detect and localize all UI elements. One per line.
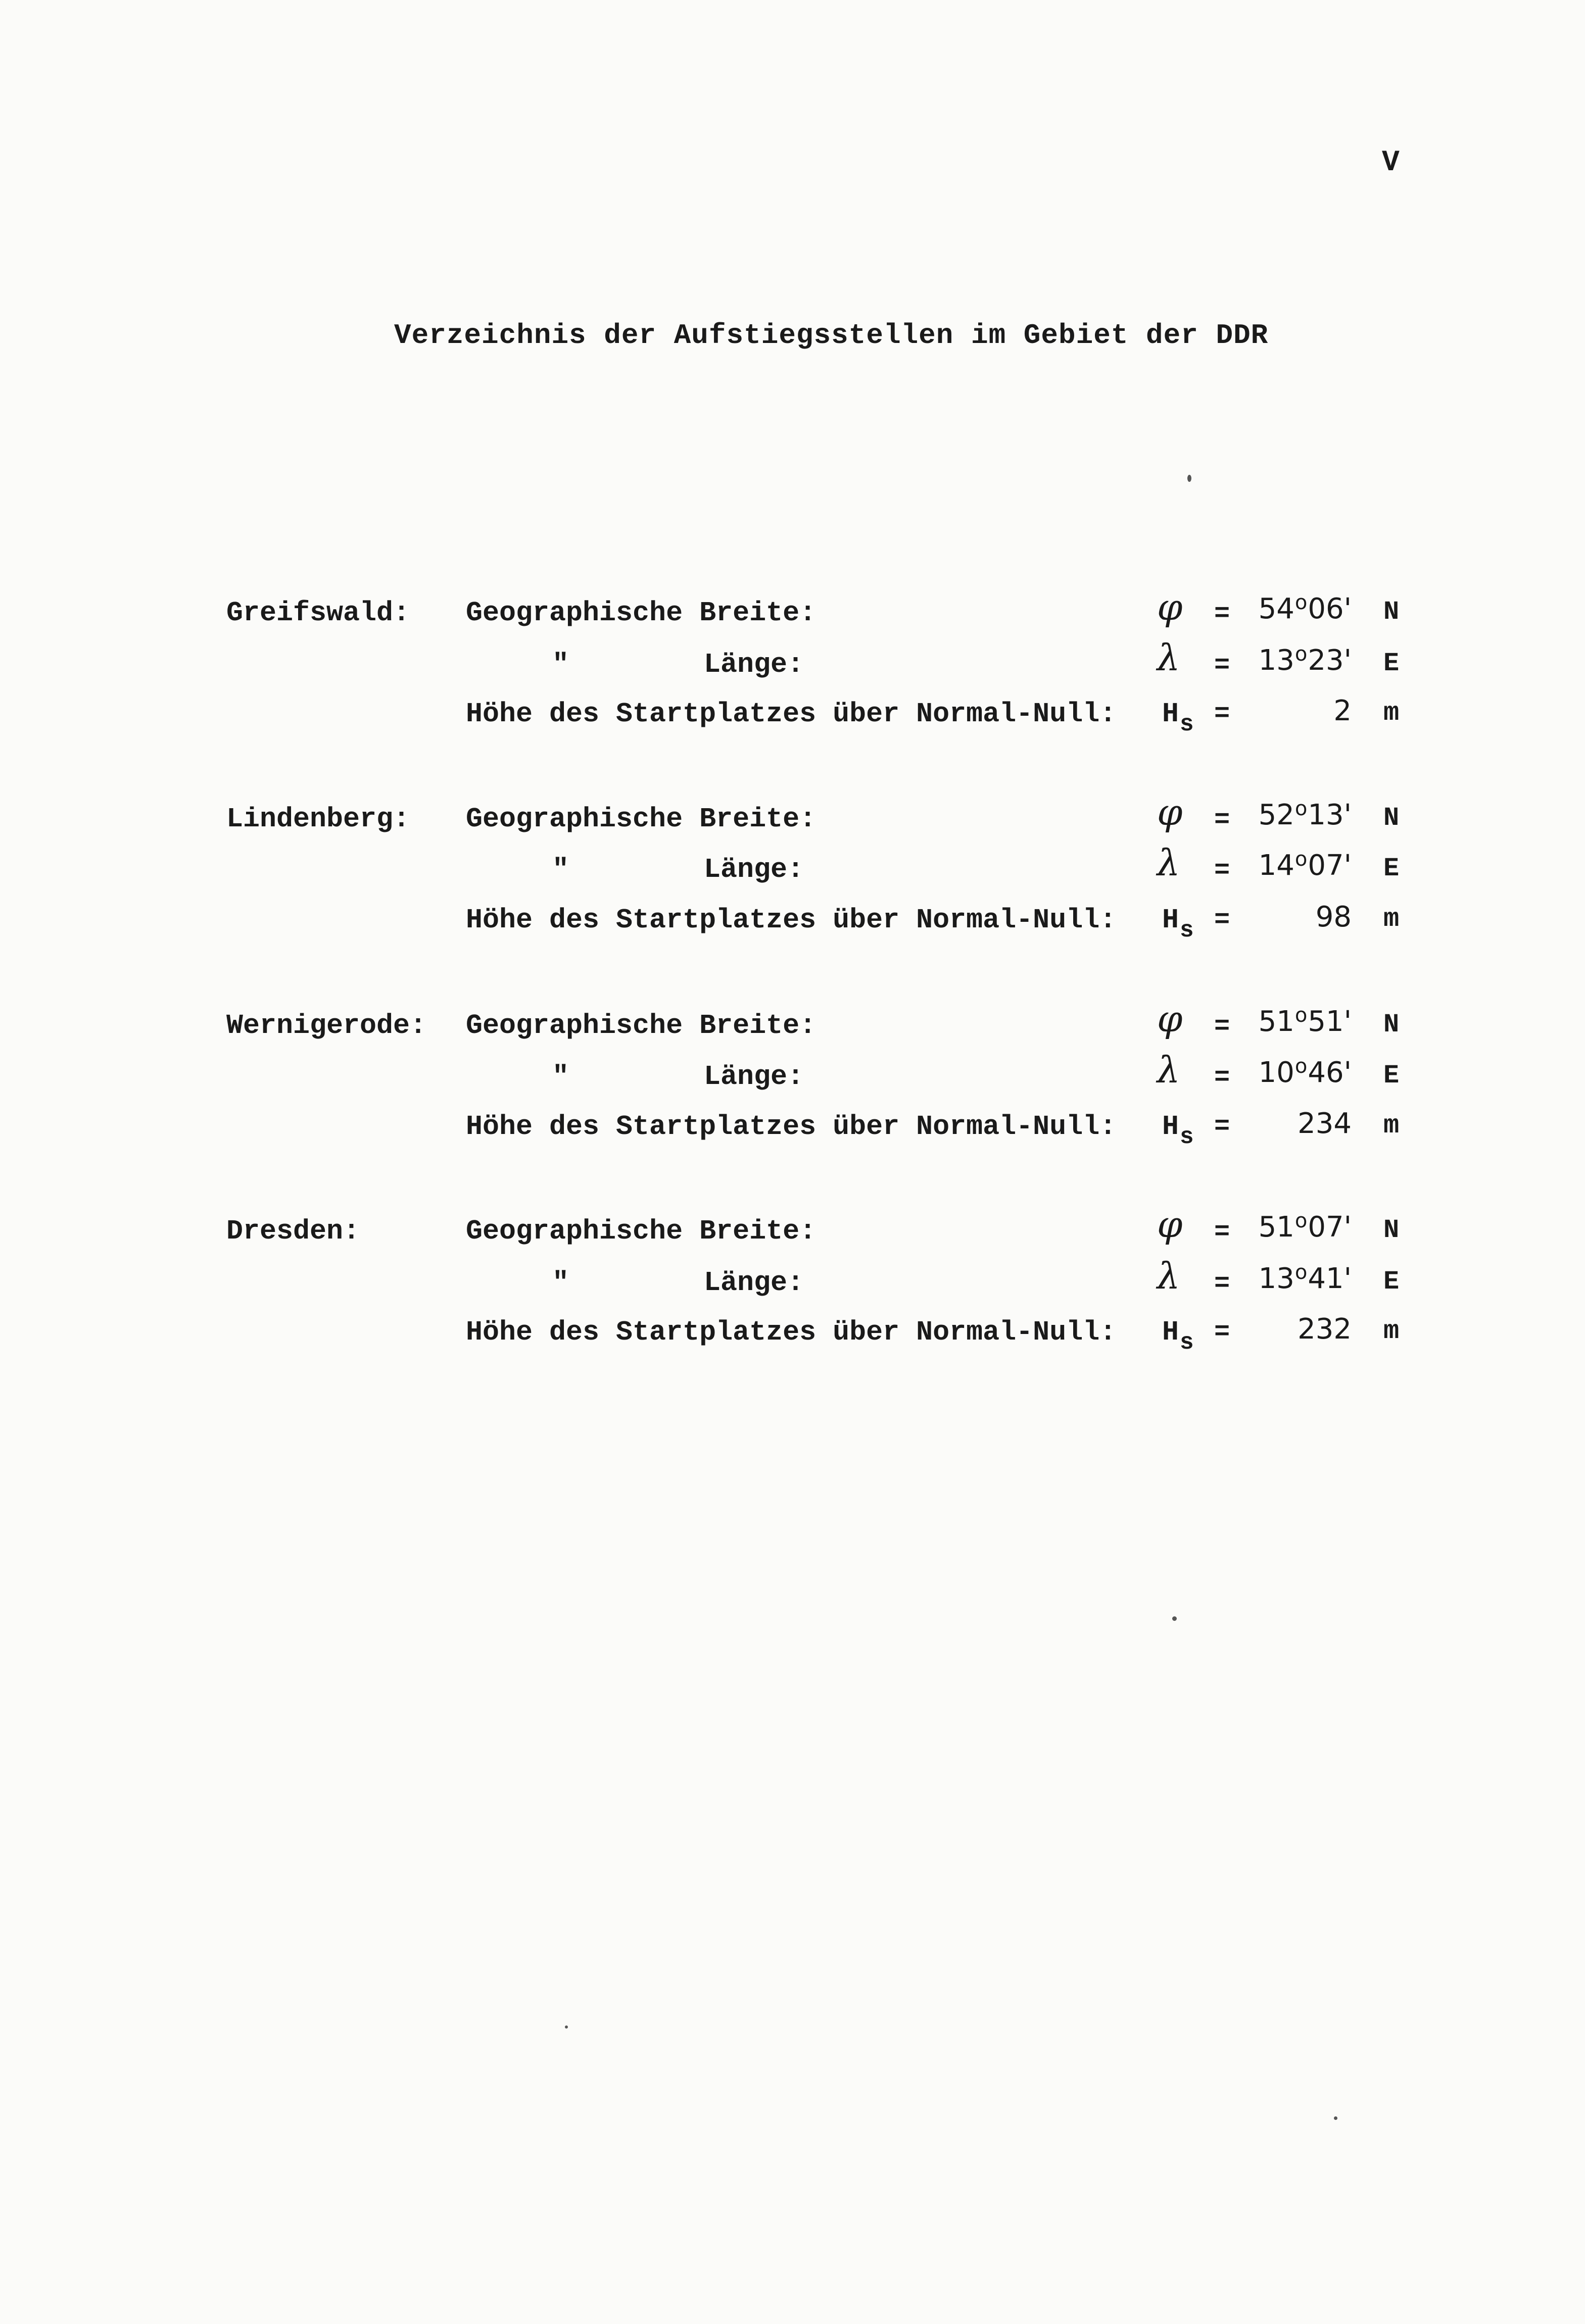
station-name: Wernigerode:	[226, 1010, 427, 1042]
equals-sign: =	[1214, 1063, 1230, 1093]
height-unit: m	[1383, 1316, 1400, 1346]
latitude-label: Geographische Breite:	[466, 803, 816, 835]
longitude-value: 13$^o$41'	[1258, 1261, 1352, 1295]
height-label: Höhe des Startplatzes über Normal-Null:	[466, 1316, 1117, 1348]
longitude-label: Länge:	[704, 649, 804, 680]
ditto-mark: "	[552, 1061, 569, 1093]
latitude-value: 51$^o$51'	[1258, 1004, 1352, 1038]
phi-symbol: φ	[1157, 586, 1183, 628]
latitude-label: Geographische Breite:	[466, 1215, 816, 1247]
page-number: V	[1382, 146, 1400, 179]
scan-speck	[1334, 2116, 1337, 2120]
equals-sign: =	[1214, 1112, 1230, 1142]
equals-sign: =	[1214, 699, 1230, 729]
equals-sign: =	[1214, 651, 1230, 680]
height-label: Höhe des Startplatzes über Normal-Null:	[466, 904, 1117, 936]
height-value: 234	[1298, 1107, 1352, 1140]
height-unit: m	[1383, 904, 1400, 934]
scan-speck	[1172, 1616, 1177, 1621]
equals-sign: =	[1214, 1217, 1230, 1247]
longitude-value: 13$^o$23'	[1258, 642, 1352, 677]
height-unit: m	[1383, 1111, 1400, 1141]
latitude-direction: N	[1383, 597, 1400, 627]
station-name: Greifswald:	[226, 597, 410, 629]
height-unit: m	[1383, 698, 1400, 728]
height-label: Höhe des Startplatzes über Normal-Null:	[466, 1111, 1117, 1143]
latitude-value: 52$^o$13'	[1258, 797, 1352, 831]
ditto-mark: "	[552, 649, 569, 680]
latitude-label: Geographische Breite:	[466, 1010, 816, 1042]
height-label: Höhe des Startplatzes über Normal-Null:	[466, 698, 1117, 730]
longitude-direction: E	[1383, 854, 1400, 883]
lambda-symbol: λ	[1157, 1255, 1180, 1297]
equals-sign: =	[1214, 599, 1230, 629]
equals-sign: =	[1214, 1269, 1230, 1299]
height-symbol: $H_s$	[1162, 1111, 1194, 1150]
longitude-label: Länge:	[704, 1267, 804, 1299]
equals-sign: =	[1214, 805, 1230, 835]
height-symbol: $H_s$	[1162, 1316, 1194, 1356]
station-name: Dresden:	[226, 1215, 360, 1247]
height-symbol: $H_s$	[1162, 698, 1194, 737]
phi-symbol: φ	[1157, 791, 1183, 833]
scan-speck	[1187, 475, 1191, 482]
height-value: 2	[1333, 695, 1352, 727]
longitude-direction: E	[1383, 1267, 1400, 1297]
station-name: Lindenberg:	[226, 803, 410, 835]
page-title: Verzeichnis der Aufstiegsstellen im Gebiet der DDR	[394, 319, 1269, 352]
longitude-direction: E	[1383, 649, 1400, 678]
phi-symbol: φ	[1157, 1203, 1183, 1246]
height-symbol: $H_s$	[1162, 904, 1194, 944]
longitude-value: 10$^o$46'	[1258, 1055, 1352, 1089]
ditto-mark: "	[552, 854, 569, 885]
latitude-direction: N	[1383, 1010, 1400, 1040]
equals-sign: =	[1214, 1317, 1230, 1347]
equals-sign: =	[1214, 1012, 1230, 1042]
phi-symbol: φ	[1157, 998, 1183, 1040]
longitude-value: 14$^o$07'	[1258, 848, 1352, 882]
latitude-direction: N	[1383, 803, 1400, 833]
longitude-label: Länge:	[704, 1061, 804, 1093]
lambda-symbol: λ	[1157, 842, 1180, 884]
longitude-label: Länge:	[704, 854, 804, 885]
equals-sign: =	[1214, 905, 1230, 935]
equals-sign: =	[1214, 856, 1230, 885]
latitude-value: 51$^o$07'	[1258, 1209, 1352, 1244]
latitude-value: 54$^o$06'	[1258, 591, 1352, 625]
height-value: 98	[1315, 901, 1352, 933]
longitude-direction: E	[1383, 1061, 1400, 1091]
height-value: 232	[1298, 1313, 1352, 1346]
latitude-label: Geographische Breite:	[466, 597, 816, 629]
ditto-mark: "	[552, 1267, 569, 1299]
scan-speck	[565, 2025, 568, 2029]
lambda-symbol: λ	[1157, 1049, 1180, 1091]
latitude-direction: N	[1383, 1215, 1400, 1245]
lambda-symbol: λ	[1157, 636, 1180, 679]
